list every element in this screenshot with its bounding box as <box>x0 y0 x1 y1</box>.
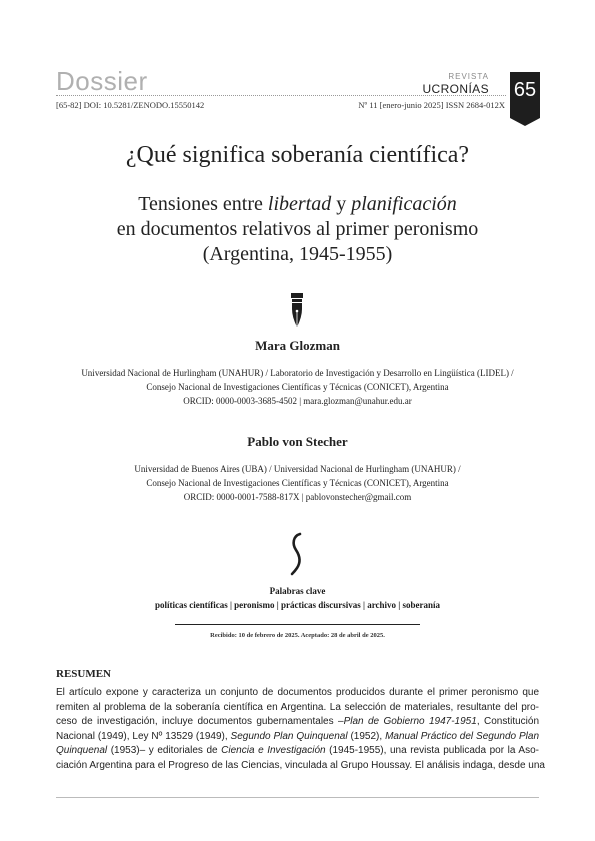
abstract-text: , Constitución <box>476 716 539 728</box>
journal-kicker: REVISTA <box>448 72 489 81</box>
author-affiliation <box>40 462 555 504</box>
abstract-heading: RESUMEN <box>56 668 112 680</box>
journal-name: UCRONÍAS <box>422 82 489 96</box>
subtitle-line-3: (Argentina, 1945-1955) <box>202 243 393 265</box>
abstract-emph: Quinquenal <box>56 745 108 757</box>
abstract-body <box>56 686 545 774</box>
subtitle-text: Tensiones entre <box>138 193 268 215</box>
keywords-divider <box>175 624 420 625</box>
affiliation-line: Consejo Nacional de Investigaciones Científicas y Técnicas (CONICET), Argentina <box>146 478 449 488</box>
footer-divider <box>56 797 539 798</box>
header-divider <box>56 95 506 96</box>
page-number-tab <box>510 72 540 118</box>
page-number: 65 <box>513 79 537 101</box>
subtitle-text: y <box>331 193 352 215</box>
author-affiliation <box>40 366 555 408</box>
abstract-emph: Manual Práctico del Segundo Plan <box>385 730 540 742</box>
received-dates: Recibido: 10 de febrero de 2025. Aceptado: 28 de abril de 2025. <box>210 632 385 639</box>
article-subtitle <box>60 192 535 267</box>
abstract-line: El artículo expone y caracteriza un conjunto de documentos producidos durante el primer peronismo que <box>56 687 539 698</box>
pages-doi: [65-82] DOI: 10.5281/ZENODO.15550142 <box>56 100 205 110</box>
abstract-text: Nacional (1949), Ley Nº 13529 (1949), <box>56 730 231 742</box>
subtitle-emph-libertad: libertad <box>267 193 332 215</box>
author-name: Pablo von Stecher <box>247 434 348 449</box>
abstract-text: (1953)– y editoriales de <box>107 745 222 757</box>
abstract-text: (1945-1955), una revista publicada por la Aso- <box>325 745 539 757</box>
abstract-line: ciación Argentina para el Progreso de las Ciencias, vinculada al Grupo Houssay. El análisis indaga, desde una <box>56 759 545 771</box>
keywords-list: políticas científicas | peronismo | prácticas discursivas | archivo | soberanía <box>154 600 441 610</box>
abstract-text: ceso de investigación, incluye documentos gubernamentales – <box>56 716 344 728</box>
keywords-heading: Palabras clave <box>269 586 326 596</box>
subtitle-line-2: en documentos relativos al primer peronismo <box>116 218 479 240</box>
affiliation-line: Universidad Nacional de Hurlingham (UNAHUR) / Laboratorio de Investigación y Desarrollo en Lingüística (LIDEL) / <box>81 368 514 378</box>
abstract-line: remiten al problema de la soberanía científica en Argentina. La selección de materiales, resultante del pro- <box>56 701 539 713</box>
abstract-line <box>56 744 539 759</box>
affiliation-line: ORCID: 0000-0003-3685-4502 | mara.glozman@unahur.edu.ar <box>183 396 412 406</box>
affiliation-line: Universidad de Buenos Aires (UBA) / Universidad Nacional de Hurlingham (UNAHUR) / <box>134 464 461 474</box>
author-name: Mara Glozman <box>255 338 340 353</box>
abstract-emph: Segundo Plan Quinquenal <box>230 730 348 742</box>
affiliation-line: ORCID: 0000-0001-7588-817X | pablovonstecher@gmail.com <box>183 492 412 502</box>
abstract-emph: Ciencia e Investigación <box>221 745 326 757</box>
abstract-emph: Plan de Gobierno 1947-1951 <box>343 716 477 728</box>
fountain-pen-nib-icon <box>288 293 306 327</box>
abstract-line <box>56 730 539 745</box>
subtitle-emph-planificacion: planificación <box>351 193 457 215</box>
abstract-text: (1952), <box>347 730 386 742</box>
affiliation-line: Consejo Nacional de Investigaciones Científicas y Técnicas (CONICET), Argentina <box>146 382 449 392</box>
s-curve-ornament-icon <box>287 532 307 576</box>
subtitle-line-1 <box>60 192 535 217</box>
abstract-line <box>56 715 539 730</box>
article-title: ¿Qué significa soberanía científica? <box>125 142 470 168</box>
section-label: Dossier <box>56 66 148 96</box>
issue-issn: Nº 11 [enero-junio 2025] ISSN 2684-012X <box>358 100 505 110</box>
